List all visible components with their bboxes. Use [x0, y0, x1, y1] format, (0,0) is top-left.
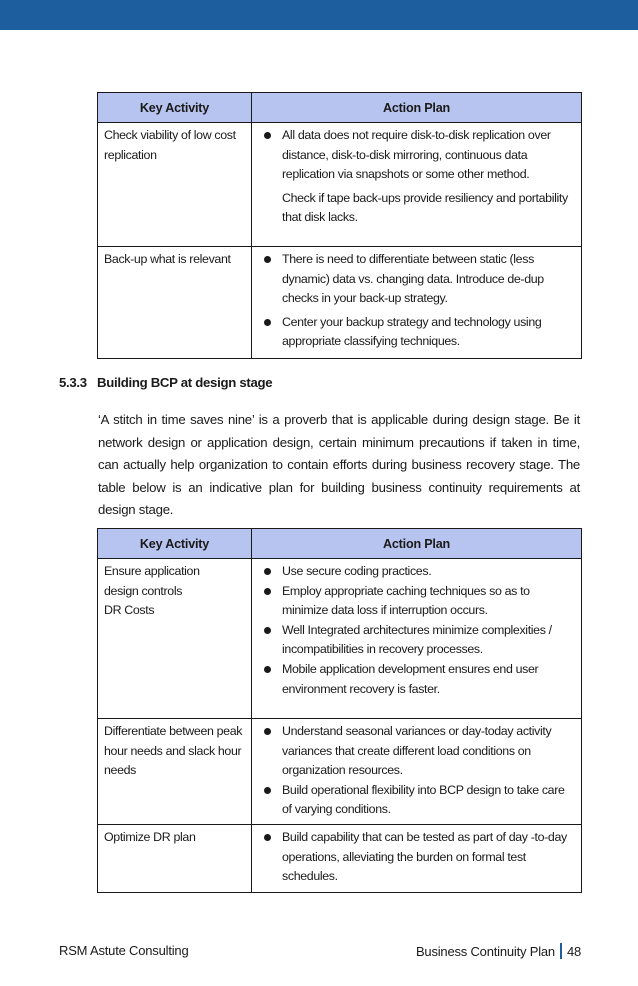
bullet-icon	[264, 588, 271, 595]
activity-line: DR Costs	[104, 603, 155, 618]
activity-line: Ensure application	[104, 564, 200, 578]
key-activity-cell: Check viability of low cost replication	[98, 123, 252, 247]
header-bar	[0, 0, 638, 30]
table-2	[97, 528, 582, 893]
plan-note: Check if tape back-ups provide resiliency and portability that disk lacks.	[282, 190, 568, 225]
table-row	[98, 719, 582, 825]
bullet-item	[258, 250, 575, 309]
bullet-text: Mobile application development ensures end user environment recovery is faster.	[282, 661, 539, 696]
footer-divider	[560, 943, 562, 959]
bullet-text: Well Integrated architectures minimize complexities / incompatibilities in recovery processes.	[282, 622, 552, 657]
section-title: Building BCP at design stage	[97, 375, 273, 390]
key-activity-cell	[98, 825, 252, 893]
bullet-text: Understand seasonal variances or day-today activity variances that create different load conditions on organization resources.	[282, 724, 552, 778]
bullet-item	[258, 562, 575, 582]
bullet-text: Employ appropriate caching techniques so as to minimize data loss if interruption occurs.	[282, 583, 530, 618]
bullet-icon	[264, 787, 271, 794]
table-1	[97, 92, 582, 359]
key-activity-cell	[98, 719, 252, 825]
section-heading	[59, 375, 272, 390]
key-activity-cell	[98, 559, 252, 719]
bullet-item	[258, 621, 575, 660]
table-row	[98, 559, 582, 719]
action-plan-cell	[252, 719, 582, 825]
bullet-text: All data does not require disk-to-disk replication over distance, disk-to-disk mirroring, continuous data replication via snapshots or some other method.	[282, 128, 551, 182]
bullet-icon	[264, 132, 271, 139]
activity-line: Differentiate between peak hour needs and slack hour needs	[104, 724, 243, 778]
bullet-item	[258, 126, 575, 185]
column-header-action-plan: Action Plan	[252, 529, 582, 559]
column-header-key-activity: Key Activity	[98, 93, 252, 123]
bullet-item	[258, 313, 575, 352]
table-header-row	[98, 93, 582, 123]
bullet-item	[258, 582, 575, 621]
bullet-icon	[264, 666, 271, 673]
table-row	[98, 123, 582, 247]
page-number: 48	[566, 943, 581, 959]
footer-document	[416, 943, 581, 959]
action-plan-cell	[252, 247, 582, 359]
key-activity-cell: Back-up what is relevant	[98, 247, 252, 359]
bullet-text: There is need to differentiate between static (less dynamic) data vs. changing data. Introduce de-dup checks in your back-up strategy.	[282, 252, 544, 306]
table-row	[98, 247, 582, 359]
action-plan-cell	[252, 559, 582, 719]
bullet-item	[258, 660, 575, 699]
action-plan-cell	[252, 825, 582, 893]
footer-company: RSM Astute Consulting	[59, 943, 189, 958]
bullet-item	[258, 781, 575, 820]
bullet-icon	[264, 834, 271, 841]
bullet-icon	[264, 256, 271, 263]
bullet-icon	[264, 627, 271, 634]
action-plan-cell	[252, 123, 582, 247]
bullet-icon	[264, 728, 271, 735]
column-header-action-plan: Action Plan	[252, 93, 582, 123]
bullet-text: Center your backup strategy and technology using appropriate classifying techniques.	[282, 314, 542, 349]
column-header-key-activity: Key Activity	[98, 529, 252, 559]
section-number: 5.3.3	[59, 375, 87, 390]
activity-line: Optimize DR plan	[104, 830, 196, 844]
bullet-icon	[264, 319, 271, 326]
bullet-item	[258, 722, 575, 781]
bullet-text: Use secure coding practices.	[282, 564, 432, 578]
bullet-text: Build operational flexibility into BCP design to take care of varying conditions.	[282, 782, 565, 817]
table-header-row	[98, 529, 582, 559]
bullet-text: Build capability that can be tested as part of day -to-day operations, alleviating the burden on formal test schedules.	[282, 830, 567, 884]
body-paragraph: ‘A stitch in time saves nine’ is a proverb that is applicable during design stage. Be it network design or application design, certain minimum precautions if taken in time, can actually help organization to contain efforts during business recovery stage. The table below is an indicative plan for building business continuity requirements at design stage.	[98, 412, 580, 517]
bullet-icon	[264, 568, 271, 575]
table-row	[98, 825, 582, 893]
activity-line: design controls	[104, 583, 183, 598]
bullet-item	[258, 828, 575, 887]
footer-document-title: Business Continuity Plan	[415, 943, 555, 959]
